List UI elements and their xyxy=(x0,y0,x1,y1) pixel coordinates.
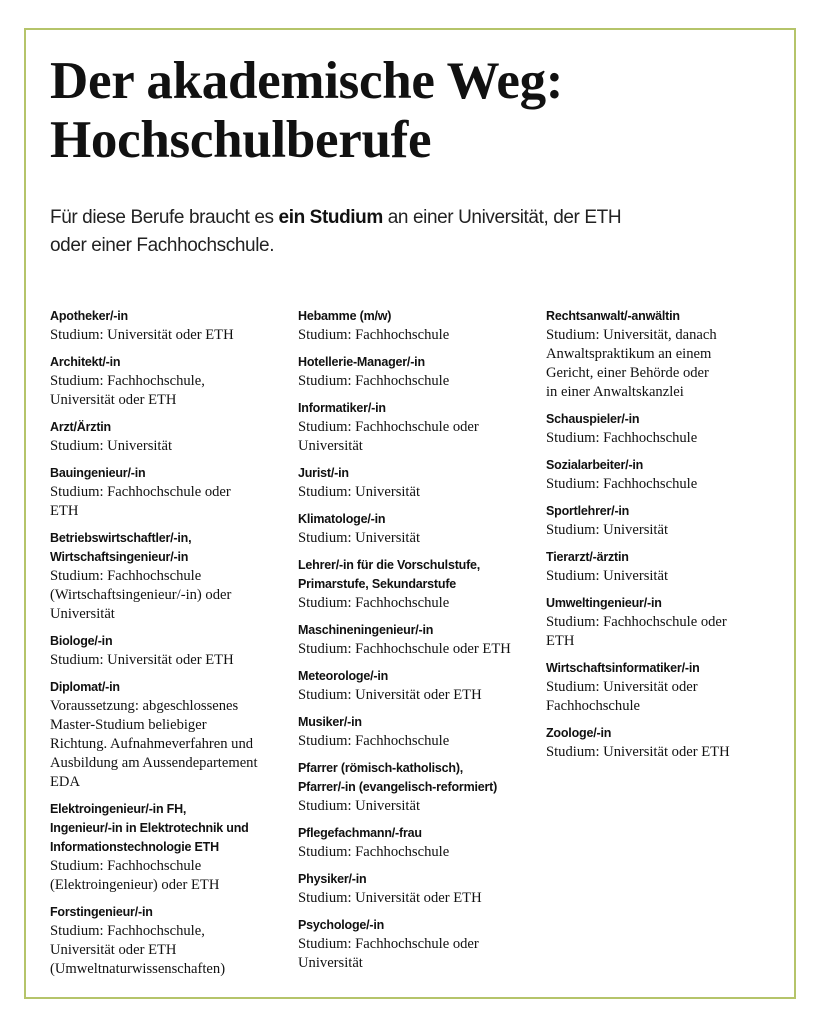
profession-name: Betriebswirtschaftler/-in, Wirtschaftsingenieur/-in xyxy=(50,531,192,564)
profession-name: Physiker/-in xyxy=(298,872,367,886)
profession-name: Meteorologe/-in xyxy=(298,669,389,683)
profession-study: Studium: Fachhochschule oder ETH xyxy=(546,614,727,649)
profession-entry xyxy=(50,464,282,521)
profession-study: Studium: Universität xyxy=(546,568,669,584)
profession-name: Jurist/-in xyxy=(298,466,349,480)
profession-name: Bauingenieur/-in xyxy=(50,466,146,480)
profession-study: Studium: Universität oder ETH xyxy=(50,652,234,668)
profession-entry xyxy=(298,307,530,345)
intro-after: an einer Universität, der ETH oder einer Fachhochschule. xyxy=(50,207,622,256)
profession-name: Psychologe/-in xyxy=(298,918,385,932)
profession-entry xyxy=(298,870,530,908)
profession-entry xyxy=(546,307,776,402)
profession-entry xyxy=(298,510,530,548)
profession-entry xyxy=(546,548,776,586)
profession-study: Studium: Fachhochschule xyxy=(298,733,450,749)
profession-study: Studium: Fachhochschule, Universität oder ETH xyxy=(50,373,205,408)
intro-bold: ein Studium xyxy=(278,207,383,228)
profession-name: Pflegefachmann/-frau xyxy=(298,826,422,840)
profession-column-1 xyxy=(50,307,282,987)
profession-name: Apotheker/-in xyxy=(50,309,128,323)
profession-study: Studium: Fachhochschule oder Universität xyxy=(298,936,479,971)
profession-name: Zoologe/-in xyxy=(546,726,612,740)
profession-entry xyxy=(50,418,282,456)
profession-study: Studium: Fachhochschule xyxy=(298,373,450,389)
profession-study: Studium: Universität oder ETH xyxy=(546,744,730,760)
profession-name: Musiker/-in xyxy=(298,715,362,729)
profession-study: Voraussetzung: abgeschlossenes Master-Studium beliebiger Richtung. Aufnahmeverfahren und Ausbildung am Aussendepartement EDA xyxy=(50,698,258,790)
profession-entry xyxy=(546,502,776,540)
intro-before: Für diese Berufe braucht es xyxy=(50,207,279,228)
profession-entry xyxy=(50,353,282,410)
intro-text xyxy=(50,204,650,260)
profession-entry xyxy=(546,659,776,716)
profession-study: Studium: Fachhochschule xyxy=(546,430,698,446)
profession-study: Studium: Universität oder ETH xyxy=(298,687,482,703)
profession-study: Studium: Universität oder ETH xyxy=(298,890,482,906)
profession-study: Studium: Fachhochschule xyxy=(298,327,450,343)
profession-study: Studium: Fachhochschule oder ETH xyxy=(298,641,511,657)
profession-entry xyxy=(298,916,530,973)
profession-study: Studium: Fachhochschule (Wirtschaftsingenieur/-in) oder Universität xyxy=(50,568,232,622)
profession-entry xyxy=(298,464,530,502)
profession-study: Studium: Universität oder ETH xyxy=(50,327,234,343)
profession-study: Studium: Fachhochschule oder Universität xyxy=(298,419,479,454)
profession-entry xyxy=(50,800,282,895)
profession-name: Tierarzt/-ärztin xyxy=(546,550,629,564)
profession-name: Rechtsanwalt/-anwältin xyxy=(546,309,680,323)
profession-name: Elektroingenieur/-in FH, Ingenieur/-in in Elektrotechnik und Informationstechnologie ETH xyxy=(50,802,249,854)
profession-entry xyxy=(298,353,530,391)
profession-study: Studium: Universität oder Fachhochschule xyxy=(546,679,698,714)
profession-entry xyxy=(50,678,282,792)
profession-study: Studium: Universität, danach Anwaltspraktikum an einem Gericht, einer Behörde oder in einer Anwaltskanzlei xyxy=(546,327,717,400)
profession-study: Studium: Universität xyxy=(50,438,173,454)
profession-study: Studium: Universität xyxy=(546,522,669,538)
profession-name: Maschineningenieur/-in xyxy=(298,623,434,637)
profession-name: Diplomat/-in xyxy=(50,680,120,694)
profession-entry xyxy=(298,713,530,751)
title-line-2: Hochschulberufe xyxy=(50,111,432,169)
profession-entry xyxy=(50,903,282,979)
profession-study: Studium: Fachhochschule xyxy=(298,595,450,611)
profession-entry xyxy=(50,307,282,345)
profession-study: Studium: Fachhochschule xyxy=(546,476,698,492)
profession-name: Wirtschaftsinformatiker/-in xyxy=(546,661,700,675)
profession-entry xyxy=(546,410,776,448)
profession-entry xyxy=(546,724,776,762)
profession-entry xyxy=(298,759,530,816)
profession-entry xyxy=(298,399,530,456)
profession-entry xyxy=(298,621,530,659)
profession-study: Studium: Universität xyxy=(298,530,421,546)
profession-entry xyxy=(546,456,776,494)
profession-name: Biologe/-in xyxy=(50,634,113,648)
profession-entry xyxy=(546,594,776,651)
profession-name: Sportlehrer/-in xyxy=(546,504,630,518)
profession-name: Forstingenieur/-in xyxy=(50,905,153,919)
profession-name: Pfarrer (römisch-katholisch), Pfarrer/-in (evangelisch-reformiert) xyxy=(298,761,498,794)
page-title xyxy=(50,52,770,170)
profession-name: Hotellerie-Manager/-in xyxy=(298,355,425,369)
profession-column-3 xyxy=(546,307,776,770)
profession-name: Hebamme (m/w) xyxy=(298,309,392,323)
profession-study: Studium: Fachhochschule xyxy=(298,844,450,860)
profession-study: Studium: Universität xyxy=(298,484,421,500)
profession-name: Informatiker/-in xyxy=(298,401,386,415)
title-line-1: Der akademische Weg: xyxy=(50,52,564,110)
profession-entry xyxy=(50,529,282,624)
profession-name: Architekt/-in xyxy=(50,355,121,369)
profession-study: Studium: Universität xyxy=(298,798,421,814)
profession-study: Studium: Fachhochschule oder ETH xyxy=(50,484,231,519)
profession-entry xyxy=(298,667,530,705)
profession-name: Lehrer/-in für die Vorschulstufe, Primarstufe, Sekundarstufe xyxy=(298,558,481,591)
profession-name: Arzt/Ärztin xyxy=(50,420,111,434)
profession-entry xyxy=(298,824,530,862)
profession-study: Studium: Fachhochschule, Universität oder ETH (Umweltnaturwissenschaften) xyxy=(50,923,226,977)
profession-study: Studium: Fachhochschule (Elektroingenieur) oder ETH xyxy=(50,858,220,893)
profession-name: Schauspieler/-in xyxy=(546,412,640,426)
profession-entry xyxy=(50,632,282,670)
profession-entry xyxy=(298,556,530,613)
profession-name: Klimatologe/-in xyxy=(298,512,386,526)
profession-name: Umweltingenieur/-in xyxy=(546,596,662,610)
profession-column-2 xyxy=(298,307,530,981)
profession-name: Sozialarbeiter/-in xyxy=(546,458,644,472)
